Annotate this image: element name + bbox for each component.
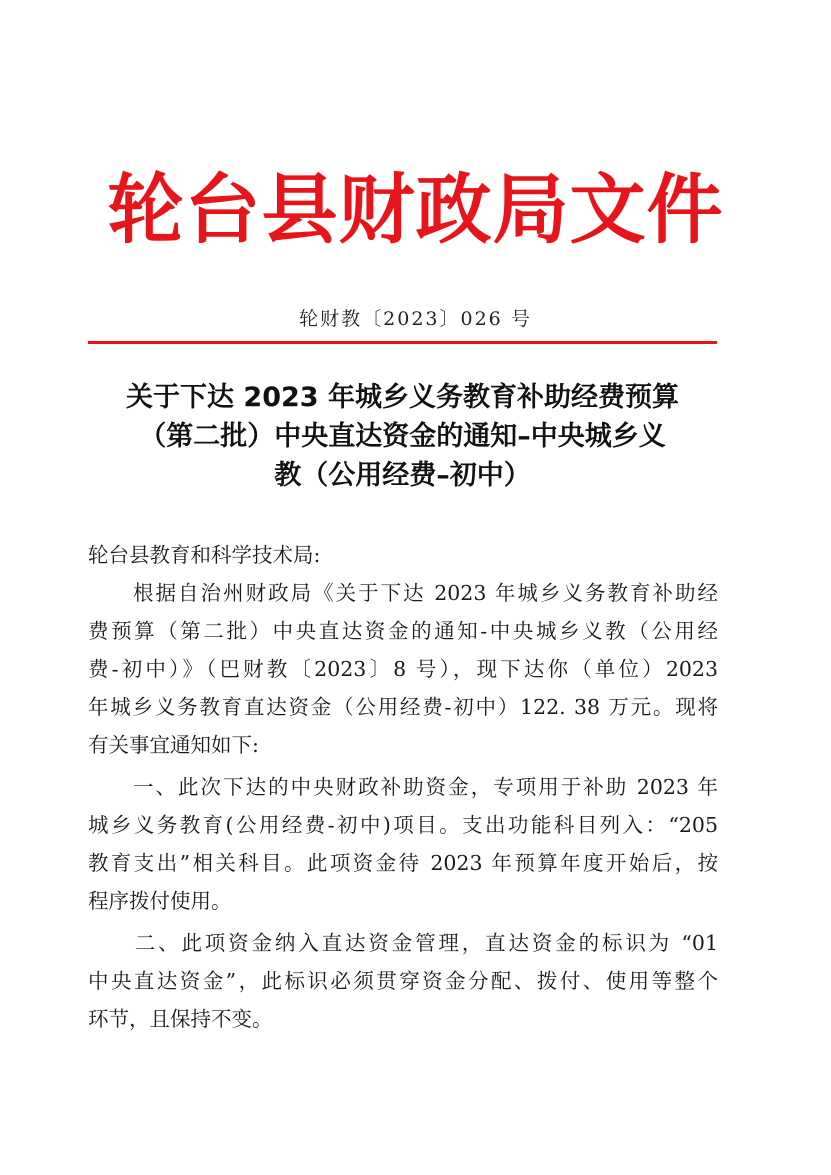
paragraph-line: 环节，且保持不变。: [88, 1007, 273, 1031]
paragraph-line: 中央直达资金”，此标识必须贯穿资金分配、拨付、使用等整个: [88, 969, 718, 993]
paragraph-line: 教育支出”相关科目。此项资金待 2023 年预算年度开始后，按: [88, 851, 718, 875]
title-line: 关于下达 2023 年城乡义务教育补助经费预算: [126, 382, 679, 413]
paragraph-line: 城乡义务教育(公用经费-初中)项目。支出功能科目列入：“205: [88, 813, 718, 837]
paragraph-2: [88, 768, 718, 920]
paragraph-line: 费-初中）》（巴财教〔2023〕8 号），现下达你（单位）2023: [88, 657, 718, 681]
document-number: 轮财教〔2023〕026 号: [299, 308, 532, 330]
paragraph-line: 二、此项资金纳入直达资金管理，直达资金的标识为 “01: [88, 931, 718, 955]
paragraph-line: 费预算（第二批）中央直达资金的通知-中央城乡义教（公用经: [88, 619, 718, 643]
paragraph-line: 年城乡义务教育直达资金（公用经费-初中）122. 38 万元。现将: [88, 695, 718, 719]
document-body: [88, 536, 718, 1038]
paragraph-1: [88, 574, 718, 764]
paragraph-line: 根据自治州财政局《关于下达 2023 年城乡义务教育补助经: [88, 581, 718, 605]
red-divider-line: [88, 341, 717, 344]
salutation: 轮台县教育和科学技术局:: [88, 543, 321, 567]
title-line: （第二批）中央直达资金的通知–中央城乡义: [139, 421, 666, 452]
document-title: [88, 378, 717, 495]
paragraph-line: 有关事宜通知如下:: [88, 733, 259, 757]
paragraph-3: [88, 924, 718, 1038]
paragraph-line: 一、此次下达的中央财政补助资金，专项用于补助 2023 年: [88, 775, 718, 799]
document-masthead: 轮台县财政局文件: [107, 165, 724, 254]
paragraph-line: 程序拨付使用。: [88, 889, 232, 913]
title-line: 教（公用经费–初中）: [274, 460, 531, 491]
